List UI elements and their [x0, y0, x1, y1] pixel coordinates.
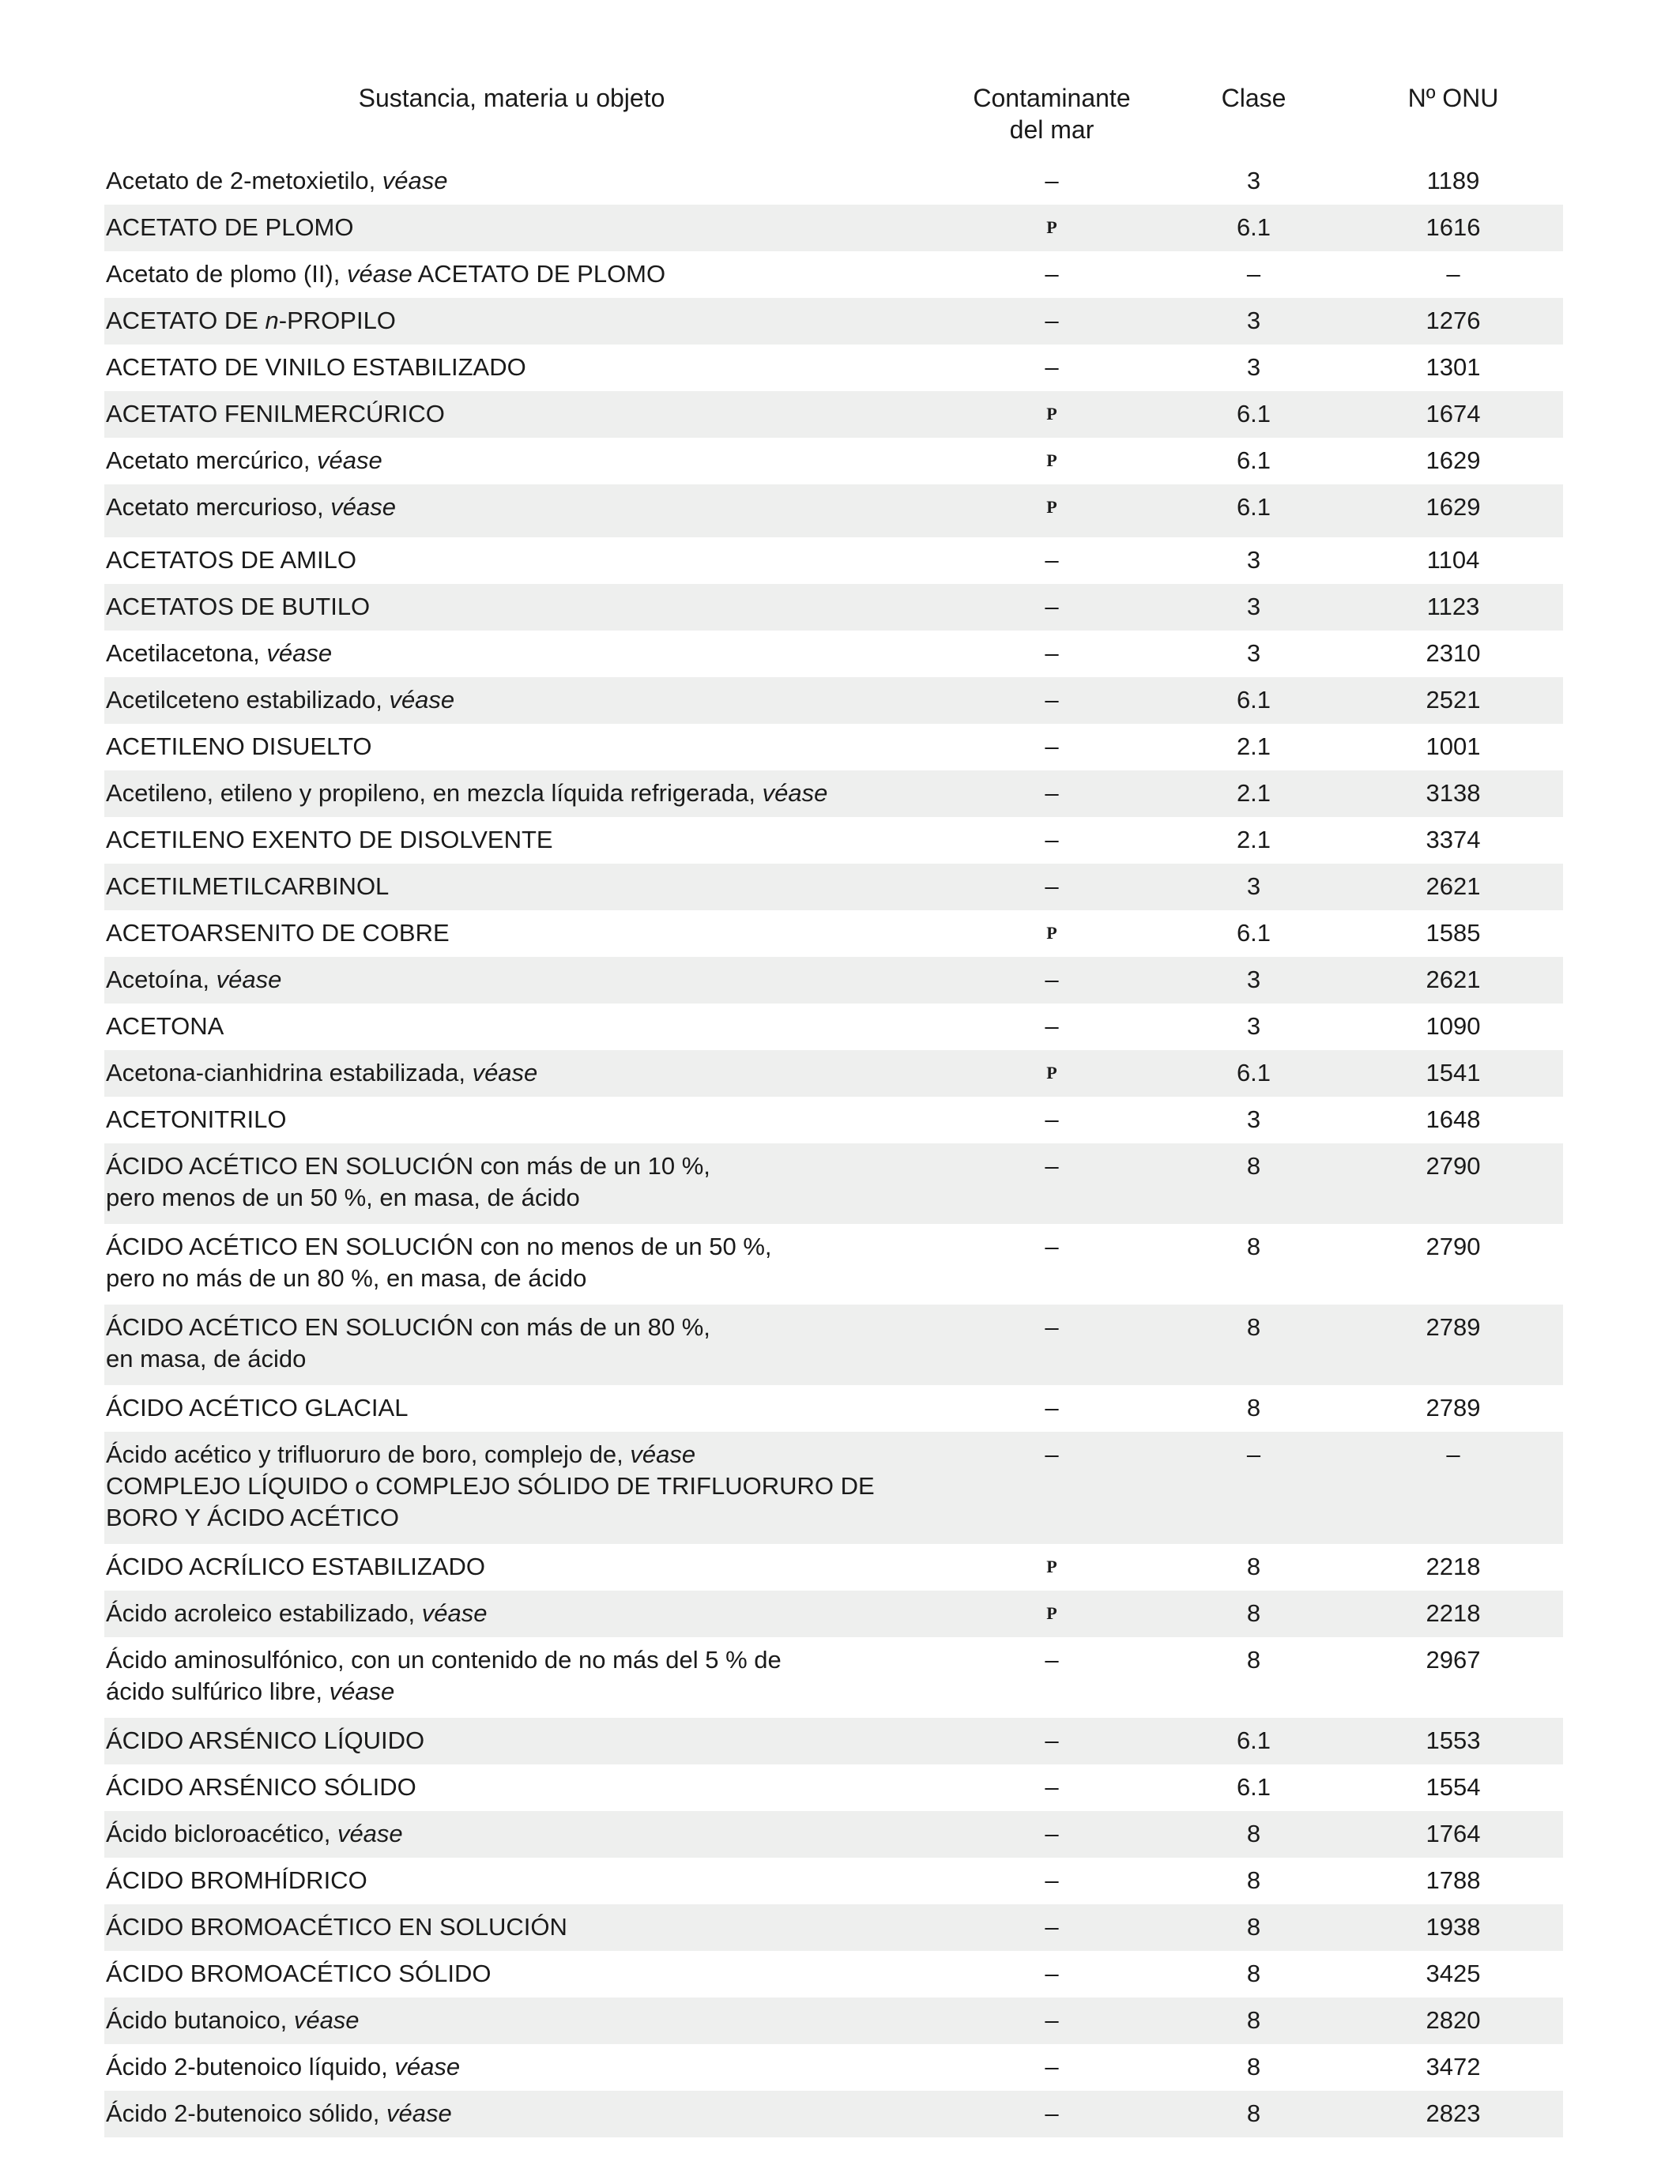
text-segment: ACETOARSENITO DE COBRE: [106, 919, 450, 947]
marine-pollutant-value: –: [1045, 872, 1059, 900]
un-number-value: 3374: [1426, 826, 1481, 853]
text-segment: ACETATOS DE BUTILO: [106, 593, 371, 620]
un-number-value: 2789: [1426, 1313, 1481, 1341]
class-value: 3: [1246, 546, 1261, 574]
un-number-value: 1788: [1426, 1866, 1481, 1894]
header-substance: Sustancia, materia u objeto: [358, 84, 665, 112]
substance-name: [104, 824, 951, 864]
table-row: [104, 537, 1563, 584]
marine-pollutant-mark: P: [1046, 1603, 1057, 1623]
un-number-value: 2790: [1426, 1152, 1481, 1180]
table-row: [104, 864, 1563, 910]
text-segment: ACETATOS DE AMILO: [106, 546, 356, 574]
table-row: [104, 438, 1563, 484]
un-number-value: –: [1446, 1440, 1460, 1468]
marine-pollutant-value: –: [1045, 1440, 1059, 1468]
substance-name: [104, 2098, 951, 2137]
un-number-value: 1189: [1426, 167, 1480, 194]
italic-segment: n: [265, 307, 279, 334]
marine-pollutant-value: –: [1045, 639, 1059, 667]
header-marine-pollutant: Contaminante del mar: [973, 84, 1131, 144]
table-row: [104, 1904, 1563, 1951]
text-segment: Acetilacetona,: [106, 639, 267, 667]
class-value: 8: [1246, 2006, 1261, 2034]
header-class: Clase: [1221, 84, 1286, 112]
un-number-value: 1001: [1426, 732, 1481, 760]
text-segment: ÁCIDO ARSÉNICO SÓLIDO: [106, 1773, 416, 1801]
substance-name: [104, 1551, 951, 1591]
class-value: 8: [1246, 1646, 1261, 1674]
class-value: 8: [1246, 1394, 1261, 1421]
un-number-value: 1554: [1426, 1773, 1481, 1801]
table-row: [104, 484, 1563, 537]
substance-name: [104, 1057, 951, 1097]
text-segment: Ácido bicloroacético,: [106, 1820, 337, 1847]
class-value: 8: [1246, 1553, 1261, 1580]
un-number-value: 1938: [1426, 1913, 1481, 1941]
text-segment: ÁCIDO ACÉTICO EN SOLUCIÓN con más de un 80 %,: [106, 1313, 710, 1341]
marine-pollutant-value: –: [1045, 966, 1059, 993]
substance-name: [104, 544, 951, 584]
substance-name: [104, 871, 951, 910]
marine-pollutant-value: –: [1045, 2006, 1059, 2034]
table-row: [104, 1544, 1563, 1591]
text-segment: ÁCIDO ARSÉNICO LÍQUIDO: [106, 1726, 425, 1754]
class-value: 8: [1246, 1960, 1261, 1987]
class-value: 6.1: [1236, 213, 1271, 241]
table-body: [104, 158, 1563, 2137]
text-segment: Acetoína,: [106, 966, 217, 993]
table-row: [104, 391, 1563, 438]
class-value: –: [1246, 260, 1261, 288]
un-number-value: 1123: [1426, 593, 1480, 620]
italic-segment: véase: [317, 446, 382, 474]
un-number-value: 3425: [1426, 1960, 1481, 1987]
substance-name: [104, 917, 951, 957]
text-segment: ÁCIDO BROMOACÉTICO SÓLIDO: [106, 1960, 492, 1987]
substance-name: [104, 1439, 951, 1544]
italic-segment: véase: [472, 1059, 538, 1086]
italic-segment: véase: [389, 686, 455, 714]
text-segment: Acetileno, etileno y propileno, en mezcla líquida refrigerada,: [106, 779, 763, 807]
marine-pollutant-value: –: [1045, 1233, 1059, 1260]
italic-segment: véase: [382, 167, 448, 194]
table-row: [104, 205, 1563, 251]
header-un-number: Nº ONU: [1407, 84, 1499, 112]
marine-pollutant-mark: P: [1046, 404, 1057, 424]
un-number-value: 2820: [1426, 2006, 1481, 2034]
italic-segment: véase: [330, 493, 397, 521]
marine-pollutant-value: –: [1045, 1960, 1059, 1987]
class-value: 2.1: [1236, 826, 1271, 853]
italic-segment: véase: [762, 779, 828, 807]
un-number-value: 1764: [1426, 1820, 1481, 1847]
substance-name: [104, 1011, 951, 1050]
text-segment: Acetato mercurioso,: [106, 493, 331, 521]
substance-name: [104, 2005, 951, 2044]
table-row: [104, 584, 1563, 631]
substance-name: [104, 964, 951, 1004]
class-value: 8: [1246, 1866, 1261, 1894]
marine-pollutant-value: –: [1045, 1913, 1059, 1941]
text-segment: Acetato de 2-metoxietilo,: [106, 167, 382, 194]
un-number-value: 1629: [1426, 446, 1481, 474]
text-segment: ACETATO DE PLOMO: [412, 260, 666, 288]
marine-pollutant-value: –: [1045, 1105, 1059, 1133]
text-segment: ACETILENO EXENTO DE DISOLVENTE: [106, 826, 553, 853]
class-value: 8: [1246, 1913, 1261, 1941]
table-row: [104, 1432, 1563, 1544]
italic-segment: véase: [630, 1440, 696, 1468]
text-segment: BORO Y ÁCIDO ACÉTICO: [106, 1504, 399, 1531]
table-row: [104, 1385, 1563, 1432]
un-number-value: 1541: [1426, 1059, 1481, 1086]
class-value: 8: [1246, 1599, 1261, 1627]
class-value: 6.1: [1236, 446, 1271, 474]
text-segment: Ácido 2-butenoico líquido,: [106, 2053, 395, 2080]
italic-segment: véase: [346, 260, 412, 288]
marine-pollutant-value: –: [1045, 686, 1059, 714]
marine-pollutant-value: –: [1045, 2099, 1059, 2127]
marine-pollutant-value: –: [1045, 1820, 1059, 1847]
class-value: –: [1246, 1440, 1261, 1468]
substance-name: [104, 1644, 951, 1718]
table-row: [104, 1097, 1563, 1143]
class-value: 2.1: [1236, 732, 1271, 760]
table-row: [104, 298, 1563, 345]
marine-pollutant-mark: P: [1046, 497, 1057, 517]
table-row: [104, 345, 1563, 391]
substance-name: [104, 445, 951, 484]
text-segment: ACETATO FENILMERCÚRICO: [106, 400, 445, 427]
class-value: 6.1: [1236, 493, 1271, 521]
un-number-value: 2790: [1426, 1233, 1481, 1260]
class-value: 8: [1246, 1152, 1261, 1180]
text-segment: ACETILENO DISUELTO: [106, 732, 372, 760]
marine-pollutant-value: –: [1045, 2053, 1059, 2080]
un-number-value: 2310: [1426, 639, 1481, 667]
substance-name: [104, 165, 951, 205]
un-number-value: 3138: [1426, 779, 1481, 807]
marine-pollutant-mark: P: [1046, 450, 1057, 470]
marine-pollutant-value: –: [1045, 1012, 1059, 1040]
table-row: [104, 817, 1563, 864]
class-value: 3: [1246, 353, 1261, 381]
substance-name: [104, 591, 951, 631]
class-value: 2.1: [1236, 779, 1271, 807]
text-segment: Ácido butanoico,: [106, 2006, 294, 2034]
text-segment: ACETATO DE PLOMO: [106, 213, 354, 241]
table-row: [104, 770, 1563, 817]
substance-name: [104, 1772, 951, 1811]
marine-pollutant-value: –: [1045, 826, 1059, 853]
un-number-value: 1616: [1426, 213, 1481, 241]
un-number-value: 1648: [1426, 1105, 1481, 1133]
substance-name: [104, 1725, 951, 1764]
class-value: 8: [1246, 2053, 1261, 2080]
class-value: 3: [1246, 872, 1261, 900]
class-value: 3: [1246, 1012, 1261, 1040]
text-segment: en masa, de ácido: [106, 1345, 307, 1373]
italic-segment: véase: [216, 966, 282, 993]
class-value: 8: [1246, 1820, 1261, 1847]
un-number-value: 1090: [1426, 1012, 1481, 1040]
un-number-value: 3472: [1426, 2053, 1481, 2080]
substance-name: [104, 778, 951, 817]
table-row: [104, 1224, 1563, 1305]
class-value: 8: [1246, 1313, 1261, 1341]
text-segment: ACETATO DE: [106, 307, 266, 334]
table-row: [104, 158, 1563, 205]
text-segment: ÁCIDO ACRÍLICO ESTABILIZADO: [106, 1553, 486, 1580]
un-number-value: 2823: [1426, 2099, 1481, 2127]
marine-pollutant-value: –: [1045, 260, 1059, 288]
table-row: [104, 1637, 1563, 1718]
class-value: 3: [1246, 167, 1261, 194]
text-segment: Ácido acético y trifluoruro de boro, complejo de,: [106, 1440, 631, 1468]
text-segment: ACETILMETILCARBINOL: [106, 872, 390, 900]
table-row: [104, 251, 1563, 298]
un-number-value: 2967: [1426, 1646, 1481, 1674]
un-number-value: –: [1446, 260, 1460, 288]
text-segment: Acetona-cianhidrina estabilizada,: [106, 1059, 473, 1086]
table-row: [104, 631, 1563, 677]
table-row: [104, 1718, 1563, 1764]
substance-name: [104, 352, 951, 391]
substance-name: [104, 684, 951, 724]
italic-segment: véase: [329, 1678, 395, 1705]
class-value: 6.1: [1236, 1773, 1271, 1801]
table-row: [104, 1305, 1563, 1385]
text-segment: ACETONA: [106, 1012, 224, 1040]
text-segment: ÁCIDO BROMOACÉTICO EN SOLUCIÓN: [106, 1913, 567, 1941]
marine-pollutant-value: –: [1045, 1646, 1059, 1674]
un-number-value: 2218: [1426, 1553, 1481, 1580]
substance-name: [104, 258, 951, 298]
marine-pollutant-mark: P: [1046, 217, 1057, 237]
substance-name: [104, 1312, 951, 1385]
table-row: [104, 2044, 1563, 2091]
table-row: [104, 1143, 1563, 1224]
class-value: 6.1: [1236, 400, 1271, 427]
class-value: 6.1: [1236, 1726, 1271, 1754]
italic-segment: véase: [421, 1599, 488, 1627]
marine-pollutant-value: –: [1045, 1313, 1059, 1341]
class-value: 3: [1246, 639, 1261, 667]
text-segment: Acetilceteno estabilizado,: [106, 686, 390, 714]
substance-name: [104, 1392, 951, 1432]
un-number-value: 1104: [1426, 546, 1480, 574]
table-row: [104, 1050, 1563, 1097]
class-value: 6.1: [1236, 919, 1271, 947]
table-row: [104, 1764, 1563, 1811]
text-segment: ÁCIDO ACÉTICO EN SOLUCIÓN con no menos de un 50 %,: [106, 1233, 772, 1260]
substance-name: [104, 1231, 951, 1305]
text-segment: ACETATO DE VINILO ESTABILIZADO: [106, 353, 526, 381]
table-row: [104, 724, 1563, 770]
table-row: [104, 910, 1563, 957]
text-segment: pero menos de un 50 %, en masa, de ácido: [106, 1184, 580, 1211]
text-segment: Ácido 2-butenoico sólido,: [106, 2099, 387, 2127]
class-value: 3: [1246, 593, 1261, 620]
marine-pollutant-value: –: [1045, 167, 1059, 194]
substance-name: [104, 212, 951, 251]
marine-pollutant-value: –: [1045, 1773, 1059, 1801]
marine-pollutant-value: –: [1045, 307, 1059, 334]
substance-name: [104, 1104, 951, 1143]
table-row: [104, 1998, 1563, 2044]
table-row: [104, 1811, 1563, 1858]
italic-segment: véase: [337, 1820, 403, 1847]
italic-segment: véase: [386, 2099, 452, 2127]
un-number-value: 2789: [1426, 1394, 1481, 1421]
substance-name: [104, 731, 951, 770]
substance-table: [104, 71, 1563, 2137]
un-number-value: 1585: [1426, 919, 1481, 947]
text-segment: -PROPILO: [278, 307, 396, 334]
table-row: [104, 1004, 1563, 1050]
text-segment: ACETONITRILO: [106, 1105, 287, 1133]
marine-pollutant-value: –: [1045, 593, 1059, 620]
italic-segment: véase: [394, 2053, 461, 2080]
marine-pollutant-value: –: [1045, 779, 1059, 807]
substance-name: [104, 1958, 951, 1998]
italic-segment: véase: [266, 639, 333, 667]
substance-name: [104, 1818, 951, 1858]
class-value: 6.1: [1236, 1059, 1271, 1086]
text-segment: Ácido acroleico estabilizado,: [106, 1599, 422, 1627]
un-number-value: 2621: [1426, 966, 1481, 993]
text-segment: ÁCIDO ACÉTICO GLACIAL: [106, 1394, 409, 1421]
class-value: 3: [1246, 966, 1261, 993]
un-number-value: 1553: [1426, 1726, 1481, 1754]
marine-pollutant-mark: P: [1046, 1557, 1057, 1576]
marine-pollutant-mark: P: [1046, 923, 1057, 943]
class-value: 3: [1246, 1105, 1261, 1133]
text-segment: COMPLEJO LÍQUIDO o COMPLEJO SÓLIDO DE TRIFLUORURO DE: [106, 1472, 875, 1500]
un-number-value: 1301: [1426, 353, 1481, 381]
class-value: 8: [1246, 2099, 1261, 2127]
marine-pollutant-value: –: [1045, 1394, 1059, 1421]
un-number-value: 2521: [1426, 686, 1481, 714]
substance-name: [104, 491, 951, 537]
text-segment: ácido sulfúrico libre,: [106, 1678, 330, 1705]
un-number-value: 2621: [1426, 872, 1481, 900]
text-segment: ÁCIDO BROMHÍDRICO: [106, 1866, 367, 1894]
text-segment: pero no más de un 80 %, en masa, de ácido: [106, 1264, 587, 1292]
class-value: 8: [1246, 1233, 1261, 1260]
table-row: [104, 2091, 1563, 2137]
table-row: [104, 677, 1563, 724]
substance-name: [104, 398, 951, 438]
substance-name: [104, 1865, 951, 1904]
table-row: [104, 1858, 1563, 1904]
table-row: [104, 1591, 1563, 1637]
substance-name: [104, 1150, 951, 1224]
text-segment: Ácido aminosulfónico, con un contenido de no más del 5 % de: [106, 1646, 782, 1674]
marine-pollutant-value: –: [1045, 732, 1059, 760]
table-header: [104, 71, 1563, 158]
italic-segment: véase: [293, 2006, 360, 2034]
substance-name: [104, 2051, 951, 2091]
text-segment: Acetato de plomo (II),: [106, 260, 347, 288]
marine-pollutant-mark: P: [1046, 1063, 1057, 1083]
class-value: 6.1: [1236, 686, 1271, 714]
substance-name: [104, 305, 951, 345]
un-number-value: 1674: [1426, 400, 1481, 427]
class-value: 3: [1246, 307, 1261, 334]
un-number-value: 2218: [1426, 1599, 1481, 1627]
marine-pollutant-value: –: [1045, 1726, 1059, 1754]
text-segment: Acetato mercúrico,: [106, 446, 318, 474]
substance-name: [104, 1598, 951, 1637]
un-number-value: 1276: [1426, 307, 1481, 334]
marine-pollutant-value: –: [1045, 1152, 1059, 1180]
table-row: [104, 957, 1563, 1004]
text-segment: ÁCIDO ACÉTICO EN SOLUCIÓN con más de un 10 %,: [106, 1152, 710, 1180]
marine-pollutant-value: –: [1045, 353, 1059, 381]
marine-pollutant-value: –: [1045, 1866, 1059, 1894]
substance-name: [104, 1911, 951, 1951]
substance-name: [104, 638, 951, 677]
table-row: [104, 1951, 1563, 1998]
un-number-value: 1629: [1426, 493, 1481, 521]
marine-pollutant-value: –: [1045, 546, 1059, 574]
